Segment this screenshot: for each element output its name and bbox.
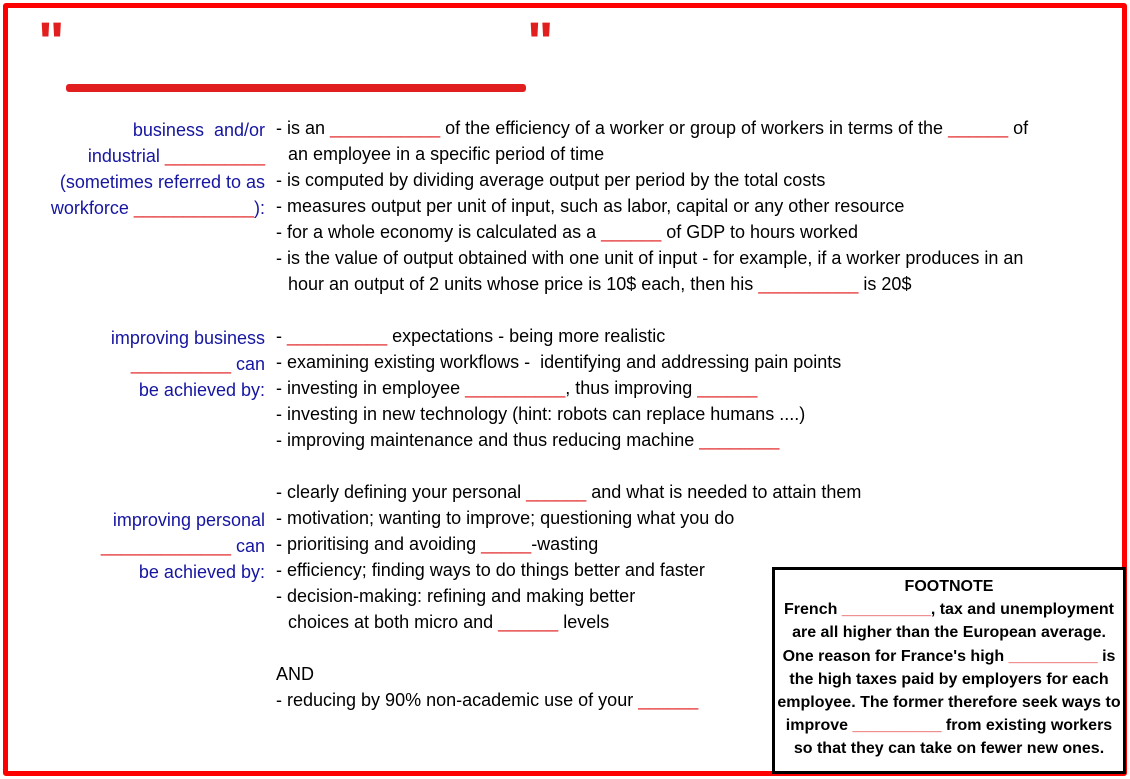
text-fragment: - motivation; wanting to improve; questioning what you do — [276, 508, 735, 528]
text-fragment: - is the value of output obtained with one unit of input - for example, if a worker produces in an — [276, 248, 1024, 268]
text-fragment: - clearly defining your personal — [276, 482, 527, 502]
text-fragment: - reducing by 90% non-academic use of your — [276, 690, 639, 710]
fill-in-blank: __________ — [852, 717, 942, 735]
text-fragment: - efficiency; finding ways to do things better and faster — [276, 560, 705, 580]
text-fragment: - — [276, 326, 287, 346]
fill-in-blank: ____________ — [133, 198, 254, 218]
label-line — [101, 507, 265, 533]
label-line — [51, 195, 265, 221]
text-fragment: , thus improving — [565, 378, 698, 398]
footnote-body — [775, 598, 1123, 760]
content-line — [276, 141, 1028, 167]
fill-in-blank: __________ — [465, 378, 566, 398]
section-1-label — [51, 117, 265, 221]
text-fragment: One reason for France's high — [782, 647, 1009, 665]
text-fragment: levels — [558, 612, 610, 632]
footnote-box — [772, 567, 1126, 774]
text-fragment: improving business — [110, 328, 265, 348]
footnote-line — [775, 668, 1123, 691]
text-fragment: (sometimes referred to as — [59, 172, 265, 192]
text-fragment: ): — [254, 198, 265, 218]
label-line — [111, 377, 265, 403]
fill-in-blank: __________ — [164, 146, 265, 166]
title-blank-line — [66, 84, 526, 92]
fill-in-blank: ______ — [697, 378, 758, 398]
text-fragment: an employee in a specific period of time — [288, 144, 605, 164]
label-line — [51, 117, 265, 143]
fill-in-blank: ______ — [498, 612, 559, 632]
fill-in-blank: __________ — [1008, 647, 1098, 665]
text-fragment: is — [1097, 647, 1116, 665]
fill-in-blank: __________ — [287, 326, 388, 346]
label-line — [111, 351, 265, 377]
text-fragment: - examining existing workflows - identifying and addressing pain points — [276, 352, 842, 372]
content-line — [276, 401, 841, 427]
content-line — [276, 323, 841, 349]
label-line — [111, 325, 265, 351]
footnote-line — [775, 645, 1123, 668]
text-fragment: - improving maintenance and thus reducing machine — [276, 430, 700, 450]
footnote-heading: FOOTNOTE — [904, 578, 994, 595]
text-fragment: and what is needed to attain them — [586, 482, 862, 502]
text-fragment: -wasting — [531, 534, 599, 554]
text-fragment: expectations - being more realistic — [387, 326, 666, 346]
text-fragment: workforce — [50, 198, 134, 218]
label-line — [51, 169, 265, 195]
text-fragment: - investing in employee — [276, 378, 466, 398]
fill-in-blank: _____ — [481, 534, 532, 554]
text-fragment: choices at both micro and — [288, 612, 499, 632]
text-fragment: improving personal — [112, 510, 265, 530]
title-open-quote: " — [38, 10, 65, 73]
fill-in-blank: ______ — [601, 222, 662, 242]
text-fragment: is 20$ — [858, 274, 912, 294]
content-line — [276, 505, 861, 531]
section-2-label — [111, 325, 265, 403]
section-2-content — [276, 323, 841, 453]
fill-in-blank: ___________ — [330, 118, 441, 138]
footnote-line — [775, 691, 1123, 714]
footnote-line — [775, 621, 1123, 644]
content-line — [276, 167, 1028, 193]
text-fragment: of GDP to hours worked — [661, 222, 859, 242]
fill-in-blank: ______ — [526, 482, 587, 502]
fill-in-blank: _____________ — [100, 536, 231, 556]
text-fragment: improve — [785, 717, 853, 735]
fill-in-blank: ______ — [948, 118, 1009, 138]
text-fragment: - for a whole economy is calculated as a — [276, 222, 602, 242]
footnote-line — [775, 737, 1123, 760]
content-line — [276, 479, 861, 505]
footnote-line — [775, 714, 1123, 737]
content-line — [276, 375, 841, 401]
text-fragment: industrial — [87, 146, 165, 166]
content-line — [276, 349, 841, 375]
content-line — [276, 271, 1028, 297]
text-fragment: from existing workers — [941, 717, 1113, 735]
text-fragment: can — [230, 536, 265, 556]
text-fragment: - prioritising and avoiding — [276, 534, 482, 554]
content-line — [276, 427, 841, 453]
fill-in-blank: __________ — [841, 601, 931, 619]
label-line — [51, 143, 265, 169]
label-line — [101, 533, 265, 559]
text-fragment: the high taxes paid by employers for each — [789, 670, 1109, 688]
fill-in-blank: __________ — [758, 274, 859, 294]
text-fragment: business and/or — [132, 120, 265, 140]
text-fragment: so that they can take on fewer new ones. — [793, 740, 1105, 758]
text-fragment: of — [1008, 118, 1029, 138]
label-line — [101, 559, 265, 585]
text-fragment: - investing in new technology (hint: robots can replace humans ....) — [276, 404, 806, 424]
text-fragment: are all higher than the European average. — [792, 624, 1106, 642]
content-line — [276, 115, 1028, 141]
text-fragment: - is computed by dividing average output per period by the total costs — [276, 170, 826, 190]
text-fragment: , tax and unemployment — [930, 601, 1114, 619]
fill-in-blank: ________ — [699, 430, 780, 450]
fill-in-blank: __________ — [130, 354, 231, 374]
text-fragment: employee. The former therefore seek ways to — [777, 694, 1121, 712]
text-fragment: - measures output per unit of input, such as labor, capital or any other resource — [276, 196, 905, 216]
text-fragment: French — [784, 601, 842, 619]
fill-in-blank: ______ — [638, 690, 699, 710]
section-1-content — [276, 115, 1028, 297]
text-fragment: hour an output of 2 units whose price is 10$ each, then his — [288, 274, 759, 294]
section-3-label — [101, 507, 265, 585]
text-fragment: be achieved by: — [138, 380, 265, 400]
text-fragment: - decision-making: refining and making better — [276, 586, 636, 606]
content-line — [276, 219, 1028, 245]
content-line — [276, 193, 1028, 219]
text-fragment: be achieved by: — [138, 562, 265, 582]
footnote-line — [775, 598, 1123, 621]
text-fragment: AND — [276, 664, 315, 684]
text-fragment: - is an — [276, 118, 331, 138]
text-fragment: of the efficiency of a worker or group of workers in terms of the — [440, 118, 949, 138]
content-line — [276, 245, 1028, 271]
title-close-quote: " — [527, 10, 554, 73]
content-line — [276, 531, 861, 557]
text-fragment: can — [230, 354, 265, 374]
